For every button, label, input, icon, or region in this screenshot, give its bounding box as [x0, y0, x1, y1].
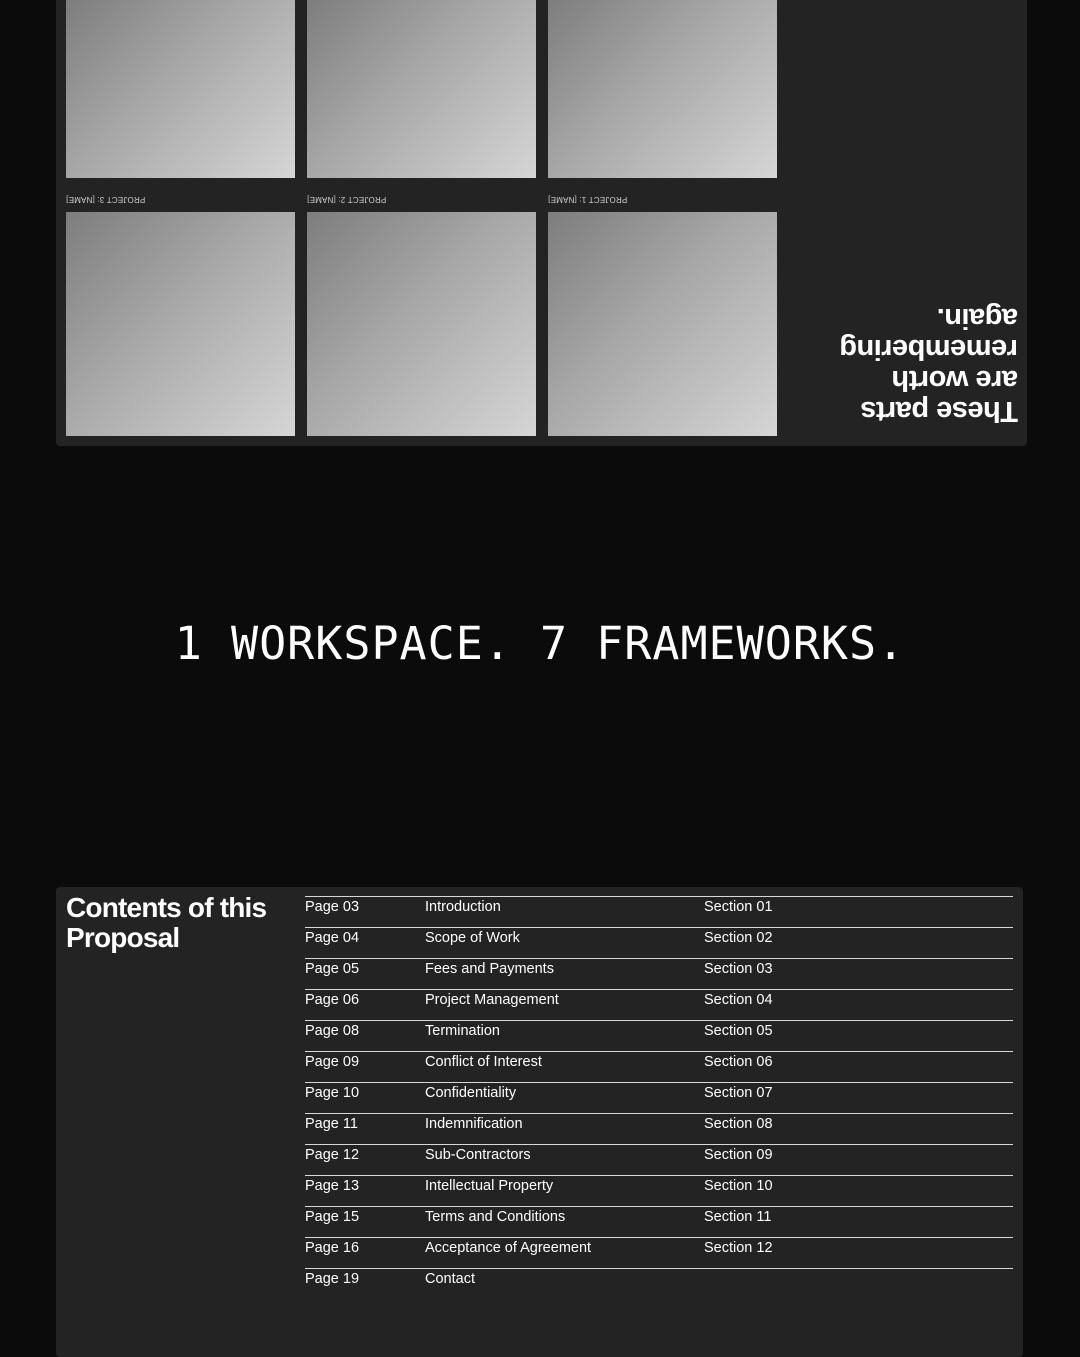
toc-title-cell: Indemnification — [425, 1116, 523, 1132]
toc-section-cell: Section 11 — [704, 1209, 772, 1225]
contents-card — [56, 887, 1023, 1357]
toc-page-cell: Page 09 — [305, 1054, 360, 1070]
toc-page-cell: Page 13 — [305, 1178, 360, 1194]
project-image[interactable] — [66, 0, 295, 178]
toc-title-cell: Confidentiality — [425, 1085, 517, 1101]
toc-title-cell: Terms and Conditions — [425, 1209, 566, 1225]
toc-page-cell: Page 16 — [305, 1240, 360, 1256]
toc-section-cell: Section 06 — [704, 1054, 773, 1070]
table-row[interactable] — [305, 958, 1013, 989]
project-image[interactable] — [307, 0, 536, 178]
table-row[interactable] — [305, 989, 1013, 1020]
project-label-2: PROJECT 2: [NAME] — [307, 195, 387, 204]
project-image[interactable] — [548, 0, 777, 178]
toc-title-cell: Conflict of Interest — [425, 1054, 542, 1070]
toc-title-cell: Scope of Work — [425, 930, 520, 946]
toc-page-cell: Page 06 — [305, 992, 360, 1008]
toc-section-cell: Section 09 — [704, 1147, 773, 1163]
toc-page-cell: Page 12 — [305, 1147, 360, 1163]
toc-title-cell: Project Management — [425, 992, 559, 1008]
toc-page-cell: Page 11 — [305, 1116, 358, 1132]
toc-title-cell: Fees and Payments — [425, 961, 554, 977]
toc-section-cell: Section 04 — [704, 992, 773, 1008]
toc-page-cell: Page 08 — [305, 1023, 360, 1039]
toc-page-cell: Page 04 — [305, 930, 360, 946]
project-image[interactable] — [307, 212, 536, 436]
tagline: 1 WORKSPACE. 7 FRAMEWORKS. — [174, 617, 906, 670]
table-row[interactable] — [305, 1051, 1013, 1082]
project-image[interactable] — [66, 212, 295, 436]
table-row[interactable] — [305, 927, 1013, 958]
toc-title-cell: Sub-Contractors — [425, 1147, 531, 1163]
table-row[interactable] — [305, 1082, 1013, 1113]
project-image[interactable] — [548, 212, 777, 436]
toc-section-cell: Section 08 — [704, 1116, 773, 1132]
toc-page-cell: Page 10 — [305, 1085, 360, 1101]
toc-section-cell: Section 01 — [704, 899, 773, 915]
table-row[interactable] — [305, 1268, 1013, 1299]
toc-title-cell: Intellectual Property — [425, 1178, 554, 1194]
toc-section-cell: Section 12 — [704, 1240, 773, 1256]
toc-title-cell: Introduction — [425, 899, 501, 915]
table-row[interactable] — [305, 1175, 1013, 1206]
toc-title-cell: Contact — [425, 1271, 475, 1287]
table-row[interactable] — [305, 1237, 1013, 1268]
table-row[interactable] — [305, 896, 1013, 927]
toc-section-cell: Section 03 — [704, 961, 773, 977]
toc-section-cell: Section 07 — [704, 1085, 773, 1101]
projects-headline: These parts are worth remembering again. — [839, 302, 1018, 427]
table-row[interactable] — [305, 1113, 1013, 1144]
toc-section-cell: Section 10 — [704, 1178, 773, 1194]
toc-title-cell: Acceptance of Agreement — [425, 1240, 592, 1256]
toc-page-cell: Page 05 — [305, 961, 360, 977]
contents-table — [305, 896, 1013, 1299]
project-label-1: PROJECT 1: [NAME] — [548, 195, 628, 204]
toc-page-cell: Page 03 — [305, 899, 360, 915]
toc-title-cell: Termination — [425, 1023, 500, 1039]
toc-section-cell: Section 02 — [704, 930, 773, 946]
toc-section-cell: Section 05 — [704, 1023, 773, 1039]
contents-title: Contents of this Proposal — [66, 892, 267, 953]
table-row[interactable] — [305, 1206, 1013, 1237]
toc-page-cell: Page 19 — [305, 1271, 360, 1287]
projects-card — [56, 0, 1027, 446]
table-row[interactable] — [305, 1020, 1013, 1051]
toc-page-cell: Page 15 — [305, 1209, 360, 1225]
table-row[interactable] — [305, 1144, 1013, 1175]
project-label-3: PROJECT 3: [NAME] — [66, 195, 146, 204]
